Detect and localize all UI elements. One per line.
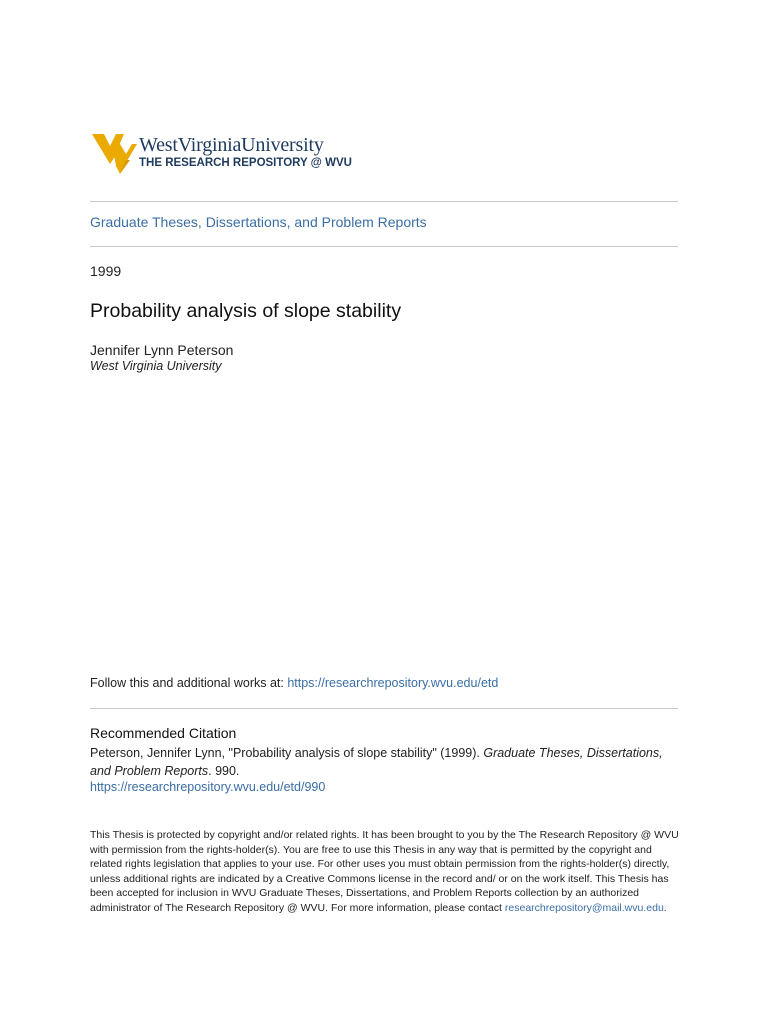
- citation-url-link[interactable]: https://researchrepository.wvu.edu/etd/990: [90, 780, 326, 794]
- collection-link[interactable]: Graduate Theses, Dissertations, and Problem Reports: [90, 214, 427, 230]
- citation-suffix: . 990.: [208, 764, 240, 778]
- citation-divider: [90, 708, 678, 709]
- author-name: Jennifer Lynn Peterson: [90, 342, 234, 358]
- follow-prefix: Follow this and additional works at:: [90, 676, 288, 690]
- contact-email-link[interactable]: researchrepository@mail.wvu.edu: [504, 901, 664, 914]
- citation-heading: Recommended Citation: [90, 725, 237, 741]
- rights-end: .: [663, 901, 667, 914]
- publication-year: 1999: [90, 263, 122, 279]
- collection-divider: [90, 246, 678, 247]
- follow-line: [90, 676, 498, 690]
- document-title: Probability analysis of slope stability: [90, 300, 402, 322]
- author-affiliation: West Virginia University: [90, 359, 222, 373]
- university-name: WestVirginiaUniversity: [139, 134, 324, 156]
- wvu-logo[interactable]: [90, 130, 390, 180]
- collection-url-link[interactable]: https://researchrepository.wvu.edu/etd: [287, 676, 499, 690]
- top-divider: [90, 201, 678, 202]
- citation-text: [90, 744, 680, 780]
- citation-prefix: Peterson, Jennifer Lynn, "Probability analysis of slope stability" (1999).: [90, 746, 484, 760]
- flying-wv-logo-icon: [90, 130, 138, 178]
- rights-statement: [90, 828, 680, 915]
- citation-series: Graduate Theses, Dissertations, and Problem Reports: [90, 746, 663, 778]
- rights-text: This Thesis is protected by copyright and/or related rights. It has been brought to you by the The Research Repository @ WVU with permission from the rights-holder(s). You are free to use this Thesis in any way that is permitted by the copyright and related rights legislation that applies to your use. For other uses you must obtain permission from the rights-holder(s) directly, unless additional rights are indicated by a Creative Commons license in the record and/ or on the work itself. This Thesis has been accepted for inclusion in WVU Graduate Theses, Dissertations, and Problem Reports collection by an authorized administrator of The Research Repository @ WVU. For more information, please contact: [90, 829, 679, 914]
- repository-name: THE RESEARCH REPOSITORY @ WVU: [139, 157, 352, 169]
